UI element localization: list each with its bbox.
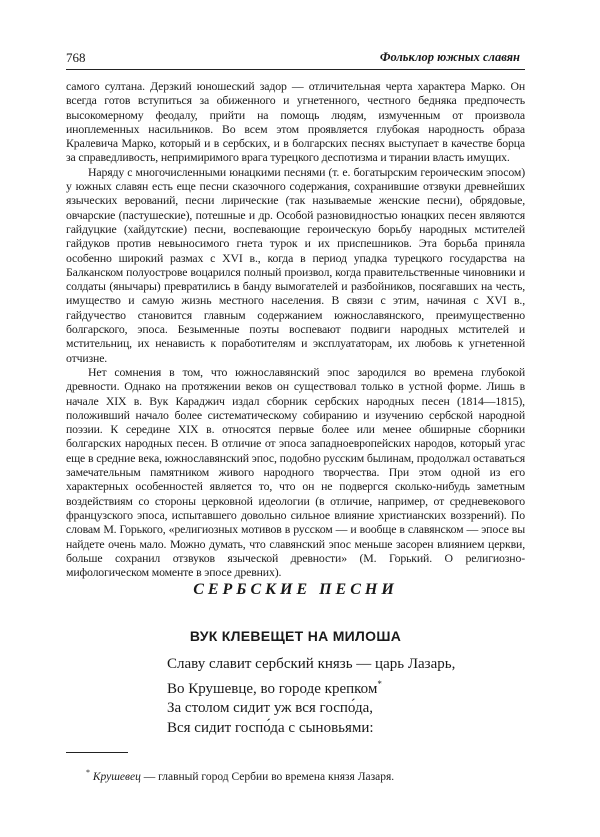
song-title: ВУК КЛЕВЕЩЕТ НА МИЛОША	[189, 628, 402, 644]
footnote-mark: *	[86, 768, 90, 777]
paragraph-3: Нет сомнения в том, что южнославянский эпос зародился во времена глубокой древности. Однако на протяжении веков он существовал только в устной форме. Лишь в начале XIX в. Вук Караджич издал сборник сербских народных песен (1814—1815), положивший начало более систематическому собиранию и изучению сербской народной поэзии. К середине XIX в. относятся первые более или менее обширные сборники болгарских народных песен. В отличие от эпоса западноевропейских народов, который угас еще в средние века, южнославянский эпос, подобно русским былинам, продолжал оставаться замечательным памятником живого народного творчества. При этом одной из его характерных особенностей является то, что он не подвергся сколько-нибудь заметным воздействиям со стороны церковной идеологии (в отличие, например, от средневекового французского эпоса, испытавшего довольно сильное влияние христианских воззрений). По словам М. Горького, «религиозных мотивов в русском — и вообще в славянском — эпосе вы найдете очень мало. Можно думать, что славянский эпос меньше засорен влиянием церкви, больше сохранил отзвуков языческой древности» (М. Горький. О религиозно-мифологическом моменте в эпосе древних).	[66, 364, 525, 580]
footnote-text: — главный город Сербии во времена князя Лазаря.	[143, 770, 395, 783]
footnote	[86, 768, 394, 783]
footnote-rule	[66, 752, 128, 753]
verse-line: Вся сидит госпо́да с сыновьями:	[167, 719, 374, 736]
verse	[167, 655, 455, 738]
verse-line	[167, 675, 455, 700]
running-header	[66, 50, 520, 70]
verse-line: Славу славит сербский князь — царь Лазарь,	[167, 656, 456, 672]
page-number: 768	[66, 50, 86, 65]
footnote-ref[interactable]: *	[377, 678, 382, 689]
running-title: Фольклор южных славян	[379, 50, 520, 64]
footnote-term: Крушевец	[92, 770, 141, 783]
body-text	[66, 79, 525, 579]
header-rule	[66, 69, 525, 70]
section-title: СЕРБСКИЕ ПЕСНИ	[193, 581, 398, 598]
paragraph-1: самого султана. Дерзкий юношеский задор — отличительная черта характера Марко. Он всегда готов вступиться за обиженного и угнетенного, честного бедняка предпочесть высокомерному феодалу, прийти на помощь людям, измученным от произвола иноплеменных насильников. Во всем этом проявляется глубокая народность образа Кралевича Марко, который и в сербских, и в болгарских песнях выступает в качестве борца за справедливость, непримиримого врага турецкого деспотизма и тирании власть имущих.	[66, 79, 525, 165]
verse-line-text: Во Крушевце, во городе крепком	[167, 680, 378, 697]
verse-line: За столом сидит уж вся госпо́да,	[167, 700, 373, 716]
paragraph-2: Наряду с многочисленными юнацкими песнями (т. е. богатырским героическим эпосом) у южных славян есть еще песни сказочного содержания, сохранившие отзвуки древнейших языческих верований, песни лирические (так называемые женские песни), обрядовые, овчарские (пастушеские), потешные и др. Особой разновидностью юнацких песен являются гайдуцкие (хайдутские) песни, воспевающие героическую борьбу народных мстителей гайдуков против невыносимого гнета турок и их приспешников. Эта борьба приняла особенно широкий размах с XVI в., когда в период упадка турецкого государства на Балканском полуострове воцарился полный произвол, когда правительственные чиновники и солдаты (янычары) превратились в банду вымогателей и разбойников, посягавших на честь, имущество и самую жизнь местного населения. В связи с этим, начиная с XVI в., гайдучество становится главным содержанием южнославянского, преимущественно болгарского, эпоса. Безыменные поэты воспевают подвиги народных мстителей и мстительниц, их ненависть к поработителям и эксплуататорам, их любовь к угнетенной отчизне.	[66, 164, 525, 365]
